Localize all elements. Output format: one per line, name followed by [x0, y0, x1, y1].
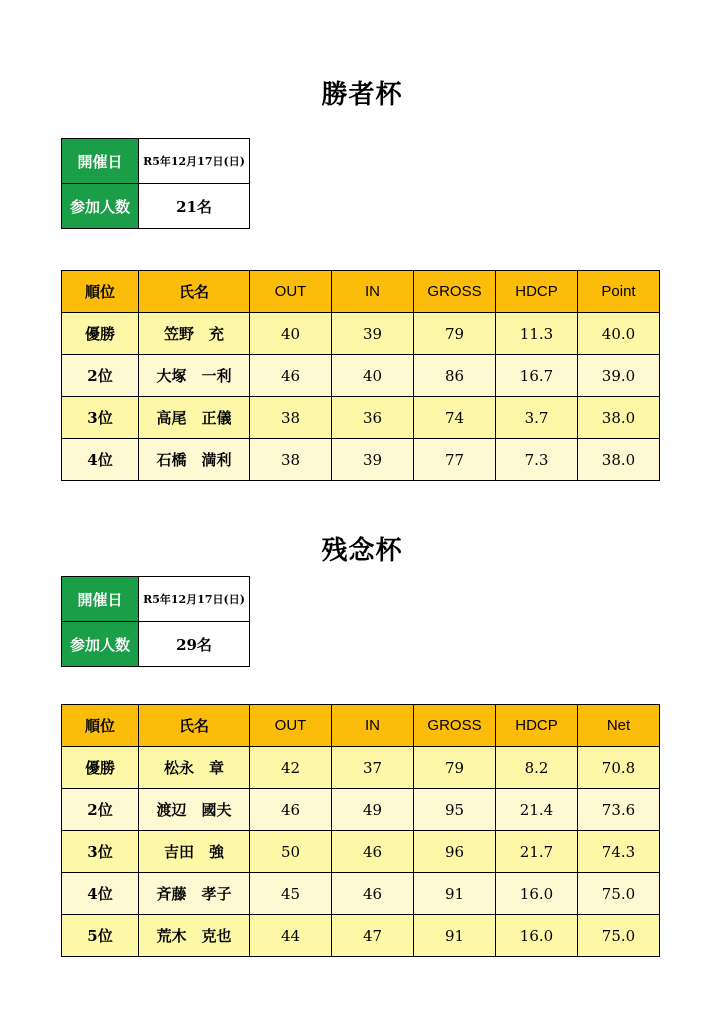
point-cell: 38.0 [578, 439, 660, 481]
table-row [62, 789, 660, 831]
section-title: 勝者杯 [321, 80, 403, 110]
hdcp-cell: 3.7 [496, 397, 578, 439]
in-cell: 37 [332, 747, 414, 789]
rank-cell: 優勝 [62, 747, 139, 789]
hdcp-cell: 8.2 [496, 747, 578, 789]
col-header: IN [332, 705, 414, 747]
out-cell: 40 [250, 313, 332, 355]
rank-cell: 優勝 [62, 313, 139, 355]
in-cell: 47 [332, 915, 414, 957]
header-row [62, 271, 660, 313]
rank-cell: 4位 [62, 873, 139, 915]
gross-cell: 95 [414, 789, 496, 831]
in-cell: 39 [332, 439, 414, 481]
hdcp-cell: 7.3 [496, 439, 578, 481]
col-header: OUT [250, 271, 332, 313]
rank-cell: 2位 [62, 789, 139, 831]
name-cell: 渡辺 國夫 [139, 789, 250, 831]
name-cell: 高尾 正儀 [139, 397, 250, 439]
results-table [61, 270, 660, 481]
in-cell: 36 [332, 397, 414, 439]
net-cell: 70.8 [578, 747, 660, 789]
point-cell: 39.0 [578, 355, 660, 397]
info-table [61, 138, 250, 229]
rank-cell: 5位 [62, 915, 139, 957]
gross-cell: 79 [414, 313, 496, 355]
in-cell: 46 [332, 873, 414, 915]
out-cell: 46 [250, 355, 332, 397]
hdcp-cell: 16.0 [496, 873, 578, 915]
name-cell: 荒木 克也 [139, 915, 250, 957]
section-title: 残念杯 [321, 536, 403, 566]
gross-cell: 91 [414, 915, 496, 957]
point-cell: 38.0 [578, 397, 660, 439]
gross-cell: 79 [414, 747, 496, 789]
name-cell: 斉藤 孝子 [139, 873, 250, 915]
count-value: 29名 [139, 622, 250, 667]
table-row [62, 747, 660, 789]
in-cell: 39 [332, 313, 414, 355]
table-row [62, 355, 660, 397]
table-row [62, 915, 660, 957]
gross-cell: 86 [414, 355, 496, 397]
col-header: HDCP [496, 705, 578, 747]
out-cell: 38 [250, 439, 332, 481]
hdcp-cell: 16.0 [496, 915, 578, 957]
col-header: 氏名 [139, 705, 250, 747]
gross-cell: 77 [414, 439, 496, 481]
hdcp-cell: 11.3 [496, 313, 578, 355]
table-row [62, 831, 660, 873]
col-header: GROSS [414, 271, 496, 313]
col-header: 順位 [62, 705, 139, 747]
hdcp-cell: 16.7 [496, 355, 578, 397]
header-row [62, 705, 660, 747]
col-header: 氏名 [139, 271, 250, 313]
gross-cell: 74 [414, 397, 496, 439]
name-cell: 大塚 一利 [139, 355, 250, 397]
point-cell: 40.0 [578, 313, 660, 355]
col-header: 順位 [62, 271, 139, 313]
col-header: OUT [250, 705, 332, 747]
in-cell: 40 [332, 355, 414, 397]
out-cell: 50 [250, 831, 332, 873]
count-label: 参加人数 [62, 622, 139, 667]
results-table [61, 704, 660, 957]
col-header: Net [578, 705, 660, 747]
count-value: 21名 [139, 184, 250, 229]
count-label: 参加人数 [62, 184, 139, 229]
date-value: R5年12月17日(日) [139, 577, 250, 622]
name-cell: 吉田 強 [139, 831, 250, 873]
net-cell: 75.0 [578, 915, 660, 957]
table-row [62, 439, 660, 481]
out-cell: 38 [250, 397, 332, 439]
table-row [62, 873, 660, 915]
gross-cell: 91 [414, 873, 496, 915]
date-value: R5年12月17日(日) [139, 139, 250, 184]
name-cell: 笠野 充 [139, 313, 250, 355]
col-header: IN [332, 271, 414, 313]
name-cell: 松永 章 [139, 747, 250, 789]
hdcp-cell: 21.7 [496, 831, 578, 873]
net-cell: 73.6 [578, 789, 660, 831]
table-row [62, 397, 660, 439]
rank-cell: 4位 [62, 439, 139, 481]
date-label: 開催日 [62, 577, 139, 622]
net-cell: 75.0 [578, 873, 660, 915]
col-header: HDCP [496, 271, 578, 313]
date-label: 開催日 [62, 139, 139, 184]
info-table [61, 576, 250, 667]
name-cell: 石橋 満利 [139, 439, 250, 481]
out-cell: 46 [250, 789, 332, 831]
in-cell: 49 [332, 789, 414, 831]
table-row [62, 313, 660, 355]
gross-cell: 96 [414, 831, 496, 873]
rank-cell: 3位 [62, 831, 139, 873]
hdcp-cell: 21.4 [496, 789, 578, 831]
rank-cell: 3位 [62, 397, 139, 439]
col-header: GROSS [414, 705, 496, 747]
out-cell: 45 [250, 873, 332, 915]
rank-cell: 2位 [62, 355, 139, 397]
out-cell: 44 [250, 915, 332, 957]
out-cell: 42 [250, 747, 332, 789]
col-header: Point [578, 271, 660, 313]
net-cell: 74.3 [578, 831, 660, 873]
in-cell: 46 [332, 831, 414, 873]
